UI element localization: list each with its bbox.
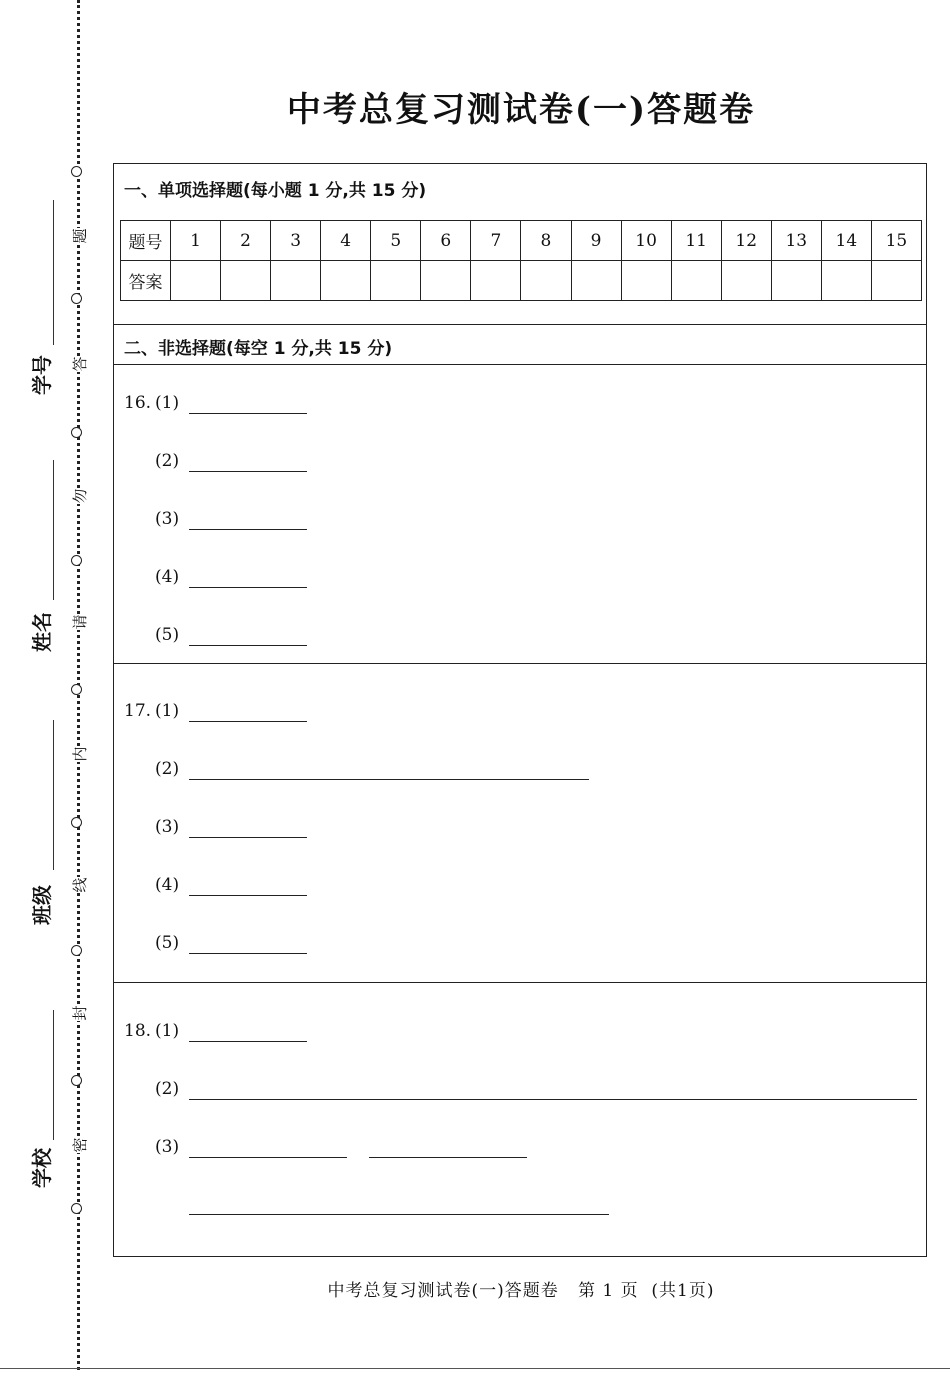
binding-instruction-char: 内 [71, 746, 89, 762]
binding-circle [71, 1075, 82, 1086]
q17-blank-5[interactable] [189, 953, 307, 954]
q18-part-label: (2) [155, 1079, 180, 1099]
answer-cell[interactable] [321, 261, 371, 301]
question-divider [114, 982, 926, 983]
school-label: 学校 [29, 1148, 54, 1188]
answer-cell[interactable] [371, 261, 421, 301]
question-divider [114, 663, 926, 664]
page-footer: 中考总复习测试卷(一)答题卷 第 1 页 (共1页) [327, 1281, 715, 1301]
binding-circle [71, 293, 82, 304]
table-row-numbers [121, 221, 922, 261]
q18-blank-3c[interactable] [189, 1214, 609, 1215]
answer-cell[interactable] [521, 261, 571, 301]
question-number-cell: 12 [721, 221, 771, 261]
q17-number: 17. [124, 701, 152, 721]
q16-part-label: (1) [155, 393, 180, 413]
binding-instruction-char: 请 [71, 614, 89, 630]
answer-cell[interactable] [471, 261, 521, 301]
q17-part-label: (4) [155, 875, 180, 895]
binding-margin [0, 0, 108, 1391]
binding-instruction-char: 密 [71, 1137, 89, 1153]
q18-part-label: (3) [155, 1137, 180, 1157]
q16-part-label: (2) [155, 451, 180, 471]
binding-circle [71, 945, 82, 956]
q17-part-label: (2) [155, 759, 180, 779]
answer-cell[interactable] [421, 261, 471, 301]
q17-blank-4[interactable] [189, 895, 307, 896]
binding-instruction-char: 线 [71, 877, 89, 893]
question-number-cell: 2 [221, 221, 271, 261]
class-label: 班级 [29, 885, 54, 925]
question-number-cell: 4 [321, 221, 371, 261]
question-number-cell: 11 [671, 221, 721, 261]
q18-number: 18. [124, 1021, 152, 1041]
question-number-cell: 5 [371, 221, 421, 261]
q16-blank-4[interactable] [189, 587, 307, 588]
section2-heading: 二、非选择题(每空 1 分,共 15 分) [124, 339, 393, 359]
question-number-cell: 7 [471, 221, 521, 261]
school-line[interactable] [53, 1010, 54, 1140]
question-number-cell: 9 [571, 221, 621, 261]
answer-cell[interactable] [721, 261, 771, 301]
row-label-answer: 答案 [121, 261, 171, 301]
q17-part-label: (5) [155, 933, 180, 953]
q16-number: 16. [124, 393, 152, 413]
q16-blank-1[interactable] [189, 413, 307, 414]
binding-circle [71, 166, 82, 177]
binding-circle [71, 427, 82, 438]
section1-heading: 一、单项选择题(每小题 1 分,共 15 分) [124, 181, 427, 201]
answer-cell[interactable] [221, 261, 271, 301]
q16-part-label: (3) [155, 509, 180, 529]
binding-circle [71, 817, 82, 828]
multiple-choice-table [120, 220, 922, 301]
name-line[interactable] [53, 460, 54, 600]
answer-cell[interactable] [571, 261, 621, 301]
q17-blank-1[interactable] [189, 721, 307, 722]
q18-blank-3b[interactable] [369, 1157, 527, 1158]
q16-blank-5[interactable] [189, 645, 307, 646]
row-label-number: 题号 [121, 221, 171, 261]
answer-cell[interactable] [821, 261, 871, 301]
q16-part-label: (5) [155, 625, 180, 645]
q17-part-label: (1) [155, 701, 180, 721]
answer-cell[interactable] [271, 261, 321, 301]
question-number-cell: 3 [271, 221, 321, 261]
binding-circle [71, 1203, 82, 1214]
question-number-cell: 15 [871, 221, 921, 261]
class-line[interactable] [53, 720, 54, 870]
answer-cell[interactable] [171, 261, 221, 301]
q18-part-label: (1) [155, 1021, 180, 1041]
answer-cell[interactable] [871, 261, 921, 301]
table-row-answers [121, 261, 922, 301]
binding-circle [71, 684, 82, 695]
q18-blank-3a[interactable] [189, 1157, 347, 1158]
binding-instruction-char: 封 [71, 1005, 89, 1021]
binding-circle [71, 555, 82, 566]
q16-blank-2[interactable] [189, 471, 307, 472]
q18-blank-2[interactable] [189, 1099, 917, 1100]
binding-instruction-char: 题 [71, 228, 89, 244]
answer-cell[interactable] [771, 261, 821, 301]
name-label: 姓名 [29, 612, 54, 652]
binding-instruction-char: 勿 [71, 488, 89, 504]
question-number-cell: 13 [771, 221, 821, 261]
q16-blank-3[interactable] [189, 529, 307, 530]
section-divider [114, 324, 926, 325]
q17-part-label: (3) [155, 817, 180, 837]
section-divider [114, 364, 926, 365]
question-number-cell: 1 [171, 221, 221, 261]
q16-part-label: (4) [155, 567, 180, 587]
answer-sheet [113, 163, 927, 1257]
binding-instruction-char: 答 [71, 356, 89, 372]
bottom-rule [0, 1368, 950, 1369]
question-number-cell: 8 [521, 221, 571, 261]
student-id-label: 学号 [29, 355, 54, 395]
q17-blank-2[interactable] [189, 779, 589, 780]
question-number-cell: 10 [621, 221, 671, 261]
answer-cell[interactable] [621, 261, 671, 301]
answer-cell[interactable] [671, 261, 721, 301]
question-number-cell: 6 [421, 221, 471, 261]
q17-blank-3[interactable] [189, 837, 307, 838]
q18-blank-1[interactable] [189, 1041, 307, 1042]
question-number-cell: 14 [821, 221, 871, 261]
student-id-line[interactable] [53, 200, 54, 345]
page-title: 中考总复习测试卷(一)答题卷 [286, 90, 756, 130]
